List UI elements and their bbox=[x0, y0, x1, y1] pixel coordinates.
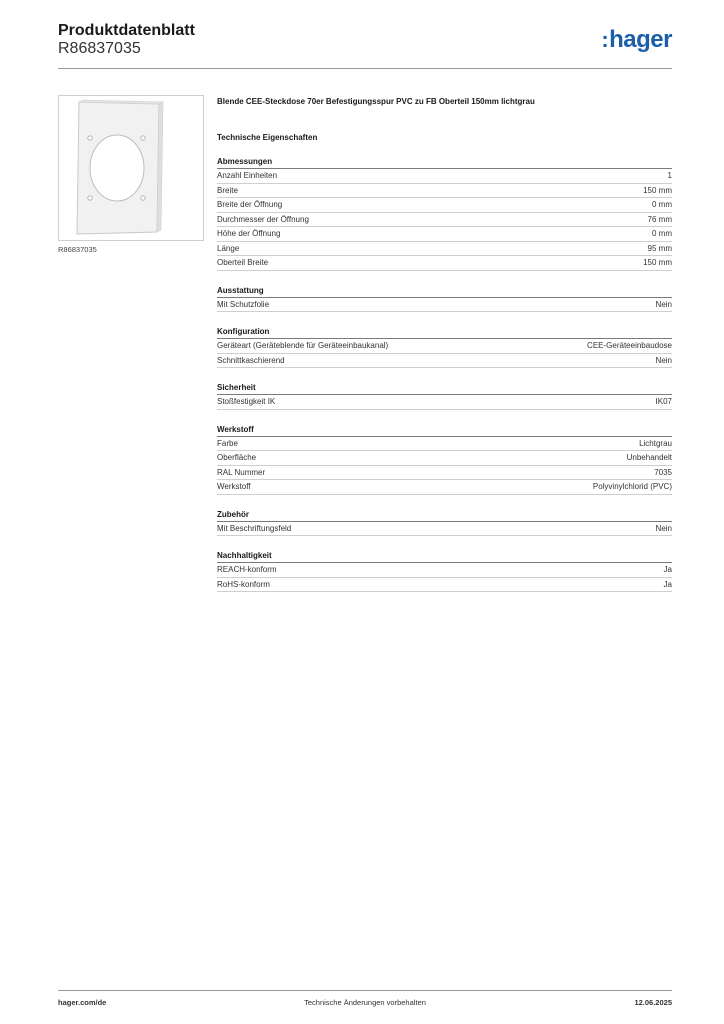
property-label: Werkstoff bbox=[217, 482, 251, 491]
property-value: Lichtgrau bbox=[639, 438, 672, 448]
logo-text: hager bbox=[609, 26, 672, 53]
property-value: Nein bbox=[655, 355, 672, 365]
property-value: Unbehandelt bbox=[626, 453, 672, 462]
property-row bbox=[217, 256, 672, 271]
property-row bbox=[217, 578, 672, 593]
property-row bbox=[217, 298, 672, 313]
product-image bbox=[58, 95, 204, 241]
product-details bbox=[217, 95, 672, 607]
property-label: Geräteart (Geräteblende für Geräteeinbaukanal) bbox=[217, 341, 389, 350]
property-label: Oberfläche bbox=[217, 453, 257, 462]
property-row bbox=[217, 395, 672, 410]
property-row bbox=[217, 480, 672, 495]
property-label: Anzahl Einheiten bbox=[217, 171, 278, 180]
property-value: 0 mm bbox=[652, 229, 672, 238]
property-section bbox=[217, 510, 672, 537]
footer-divider bbox=[58, 990, 672, 991]
property-section bbox=[217, 327, 672, 368]
property-label: Mit Beschriftungsfeld bbox=[217, 523, 292, 533]
section-title: Abmessungen bbox=[217, 157, 672, 169]
header-divider bbox=[58, 68, 672, 69]
property-label: RAL Nummer bbox=[217, 467, 266, 477]
property-row bbox=[217, 466, 672, 481]
footer-notice: Technische Änderungen vorbehalten bbox=[304, 998, 426, 1007]
property-label: Durchmesser der Öffnung bbox=[217, 214, 309, 224]
property-row bbox=[217, 522, 672, 537]
property-value: Ja bbox=[663, 579, 672, 589]
property-value: 76 mm bbox=[647, 214, 672, 224]
property-row bbox=[217, 184, 672, 199]
property-row bbox=[217, 213, 672, 228]
property-value: 150 mm bbox=[643, 185, 672, 195]
footer-date: 12.06.2025 bbox=[634, 998, 672, 1007]
property-label: Mit Schutzfolie bbox=[217, 299, 270, 309]
property-label: Höhe der Öffnung bbox=[217, 229, 281, 238]
property-row bbox=[217, 242, 672, 257]
property-row bbox=[217, 198, 672, 213]
property-section bbox=[217, 551, 672, 592]
section-title: Ausstattung bbox=[217, 286, 672, 298]
property-value: Nein bbox=[655, 523, 672, 533]
property-value: IK07 bbox=[655, 397, 672, 406]
property-row bbox=[217, 451, 672, 466]
product-name: Blende CEE-Steckdose 70er Befestigungsspur PVC zu FB Oberteil 150mm lichtgrau bbox=[217, 97, 535, 106]
property-value: Nein bbox=[655, 299, 672, 309]
property-label: Breite bbox=[217, 185, 238, 195]
property-row bbox=[217, 354, 672, 369]
property-value: Ja bbox=[663, 565, 672, 574]
section-title: Konfiguration bbox=[217, 327, 672, 339]
property-label: RoHS-konform bbox=[217, 579, 270, 589]
property-row bbox=[217, 227, 672, 242]
property-section bbox=[217, 383, 672, 410]
property-label: Oberteil Breite bbox=[217, 258, 269, 267]
document-title: Produktdatenblatt bbox=[58, 22, 195, 39]
property-row bbox=[217, 339, 672, 354]
property-section bbox=[217, 286, 672, 313]
property-label: Schnittkaschierend bbox=[217, 355, 285, 365]
property-row bbox=[217, 563, 672, 578]
property-sections bbox=[217, 157, 672, 592]
property-label: Breite der Öffnung bbox=[217, 200, 283, 209]
property-section bbox=[217, 157, 672, 271]
section-title: Nachhaltigkeit bbox=[217, 551, 672, 563]
property-label: Länge bbox=[217, 243, 240, 253]
logo-colon: : bbox=[601, 27, 609, 52]
property-value: 95 mm bbox=[647, 243, 672, 253]
section-title: Zubehör bbox=[217, 510, 672, 522]
page-header bbox=[58, 20, 672, 70]
image-caption: R86837035 bbox=[58, 245, 97, 254]
footer-website: hager.com/de bbox=[58, 998, 107, 1007]
properties-title: Technische Eigenschaften bbox=[217, 133, 318, 142]
section-title: Werkstoff bbox=[217, 425, 672, 437]
hager-logo bbox=[601, 26, 672, 54]
property-section bbox=[217, 425, 672, 495]
property-value: 0 mm bbox=[652, 200, 672, 209]
property-row bbox=[217, 437, 672, 452]
property-label: Stoßfestigkeit IK bbox=[217, 397, 276, 406]
section-title: Sicherheit bbox=[217, 383, 672, 395]
product-image-drawing bbox=[59, 96, 203, 240]
property-label: REACH-konform bbox=[217, 565, 277, 574]
property-value: Polyvinylchlorid (PVC) bbox=[592, 482, 672, 491]
property-value: 1 bbox=[667, 171, 672, 180]
property-value: 150 mm bbox=[643, 258, 672, 267]
document-code: R86837035 bbox=[58, 40, 141, 57]
property-value: CEE-Geräteeinbaudose bbox=[587, 341, 672, 350]
property-label: Farbe bbox=[217, 438, 238, 448]
property-row bbox=[217, 169, 672, 184]
property-value: 7035 bbox=[654, 467, 672, 477]
